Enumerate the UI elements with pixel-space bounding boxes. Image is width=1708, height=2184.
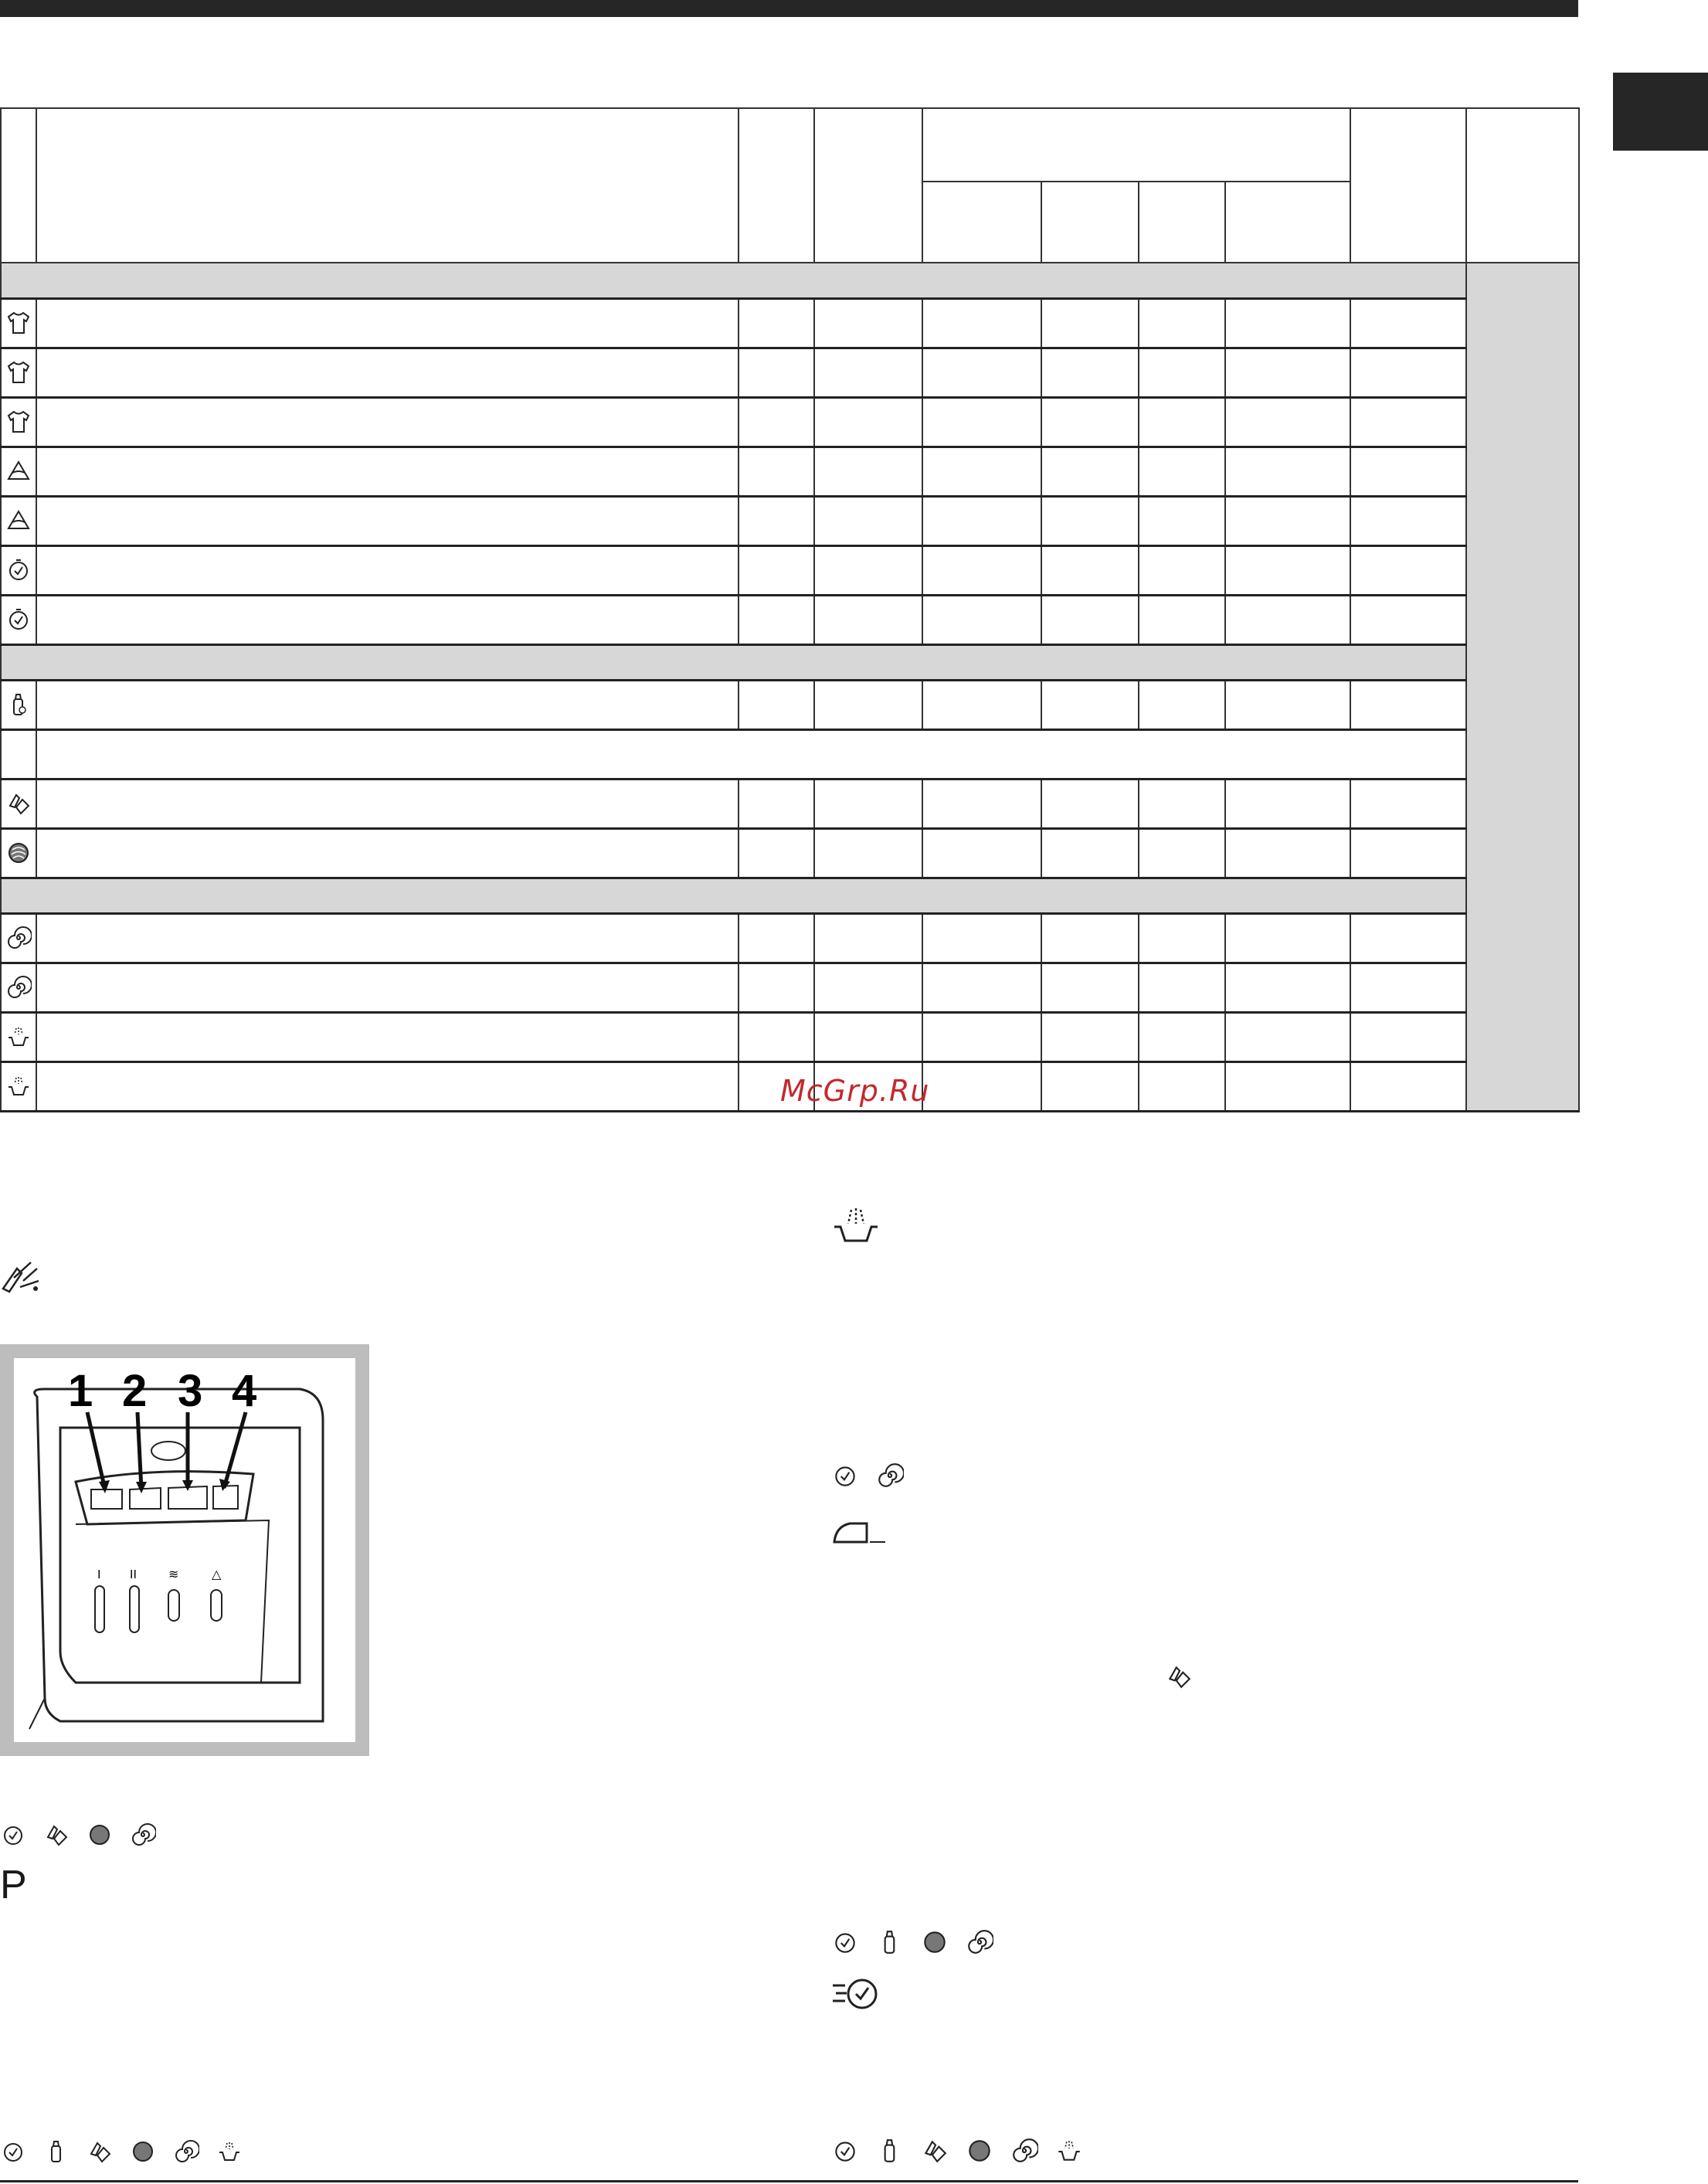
quick-wash-icon: [831, 1462, 859, 1489]
wool-icon: [966, 2137, 993, 2165]
section-tab: [1613, 73, 1708, 151]
compartment-label-4: 4: [232, 1366, 257, 1416]
spin-icon: [1, 963, 36, 1012]
table-row: [1, 680, 1579, 729]
group-header-1: [1, 263, 1466, 298]
silk-icon: [1165, 1663, 1193, 1694]
header-col-3: [739, 108, 814, 263]
header-sub-3: [1139, 182, 1225, 263]
quick-wash-icon: [1, 595, 36, 644]
header-sub-4: [1225, 182, 1350, 263]
icon-row-2: [0, 2138, 243, 2165]
spin-icon: [173, 2138, 199, 2165]
header-col-4: [814, 108, 922, 263]
silk-icon: [87, 2138, 113, 2165]
compartment-label-3: 3: [178, 1366, 203, 1416]
table-row: [1, 828, 1579, 878]
rinse-icon: [1055, 2137, 1083, 2165]
table-row: [1, 397, 1579, 447]
quick-wash-icon: [0, 2138, 26, 2165]
wool-icon: [87, 1822, 113, 1848]
table-row: [1, 963, 1579, 1012]
silk-icon: [921, 2137, 949, 2165]
header-program-col: [36, 108, 739, 263]
group-header-3: [1, 878, 1466, 913]
cup-mark-2: II: [130, 1568, 137, 1581]
quick-wash-icon: [831, 1928, 859, 1956]
tshirt-icon: [1, 397, 36, 447]
program-p-label: P: [0, 1863, 27, 1907]
program-table: [0, 107, 1580, 1112]
detergent-drawer-figure: [0, 1344, 369, 1756]
cup-mark-1: I: [97, 1568, 101, 1581]
header-icon-col: [1, 108, 36, 263]
icon-row-5: [831, 2137, 1083, 2165]
quick-wash-icon: [0, 1822, 26, 1848]
compartment-label-2: 2: [122, 1366, 148, 1416]
bottom-rule: [0, 2180, 1578, 2182]
table-row: [1, 348, 1579, 397]
header-col-9: [1350, 108, 1466, 263]
table-row: [1, 1012, 1579, 1061]
table-row: [1, 298, 1579, 348]
group-header-2: [1, 644, 1466, 680]
rinse-icon: [1, 1061, 36, 1111]
synthetic-icon: [1, 496, 36, 545]
tshirt-icon: [1, 298, 36, 348]
compartment-label-1: 1: [68, 1366, 93, 1416]
rinse-icon: [831, 1207, 881, 1248]
baby-bottle-icon: [876, 1928, 904, 1956]
side-column: [1466, 263, 1579, 1111]
rinse-icon: [216, 2138, 243, 2165]
cup-mark-3: ≋: [168, 1568, 179, 1581]
silk-icon: [1, 779, 36, 828]
icon-row-3: [831, 1462, 904, 1489]
icon-row-4: [831, 1928, 993, 1956]
wool-icon: [1, 828, 36, 878]
easy-iron-icon: [831, 1516, 887, 1551]
watermark: McGrp.Ru: [780, 1074, 930, 1108]
header-detergents-group: [922, 108, 1350, 182]
synthetic-icon: [1, 447, 36, 496]
table-row: [1, 729, 1579, 779]
cup-mark-4: △: [212, 1568, 222, 1581]
baby-bottle-icon: [43, 2138, 70, 2165]
quick-wash-icon: [1, 545, 36, 595]
baby-bottle-icon: [1, 680, 36, 729]
table-row: [1, 913, 1579, 963]
table-row: [1, 447, 1579, 496]
header-col-10: [1466, 108, 1579, 263]
table-row: [1, 545, 1579, 595]
spin-icon: [1010, 2137, 1038, 2165]
spin-icon: [966, 1928, 993, 1956]
time-saver-icon: [831, 1975, 882, 2017]
quick-wash-icon: [831, 2137, 859, 2165]
baby-bottle-icon: [876, 2137, 904, 2165]
wool-icon: [130, 2138, 156, 2165]
rinse-icon: [1, 1012, 36, 1061]
table-row: [1, 496, 1579, 545]
spin-icon: [876, 1462, 904, 1489]
header-sub-1: [922, 182, 1041, 263]
spin-icon: [130, 1822, 156, 1848]
stain-icon: [0, 1258, 43, 1302]
silk-icon: [43, 1822, 70, 1848]
table-row: [1, 779, 1579, 828]
wool-icon: [921, 1928, 949, 1956]
header-sub-2: [1041, 182, 1139, 263]
tshirt-icon: [1, 348, 36, 397]
icon-row-1: [0, 1822, 156, 1848]
spin-icon: [1, 913, 36, 963]
table-row: [1, 595, 1579, 644]
detergent-drawer-illustration: [14, 1358, 355, 1742]
top-bar: [0, 0, 1578, 17]
